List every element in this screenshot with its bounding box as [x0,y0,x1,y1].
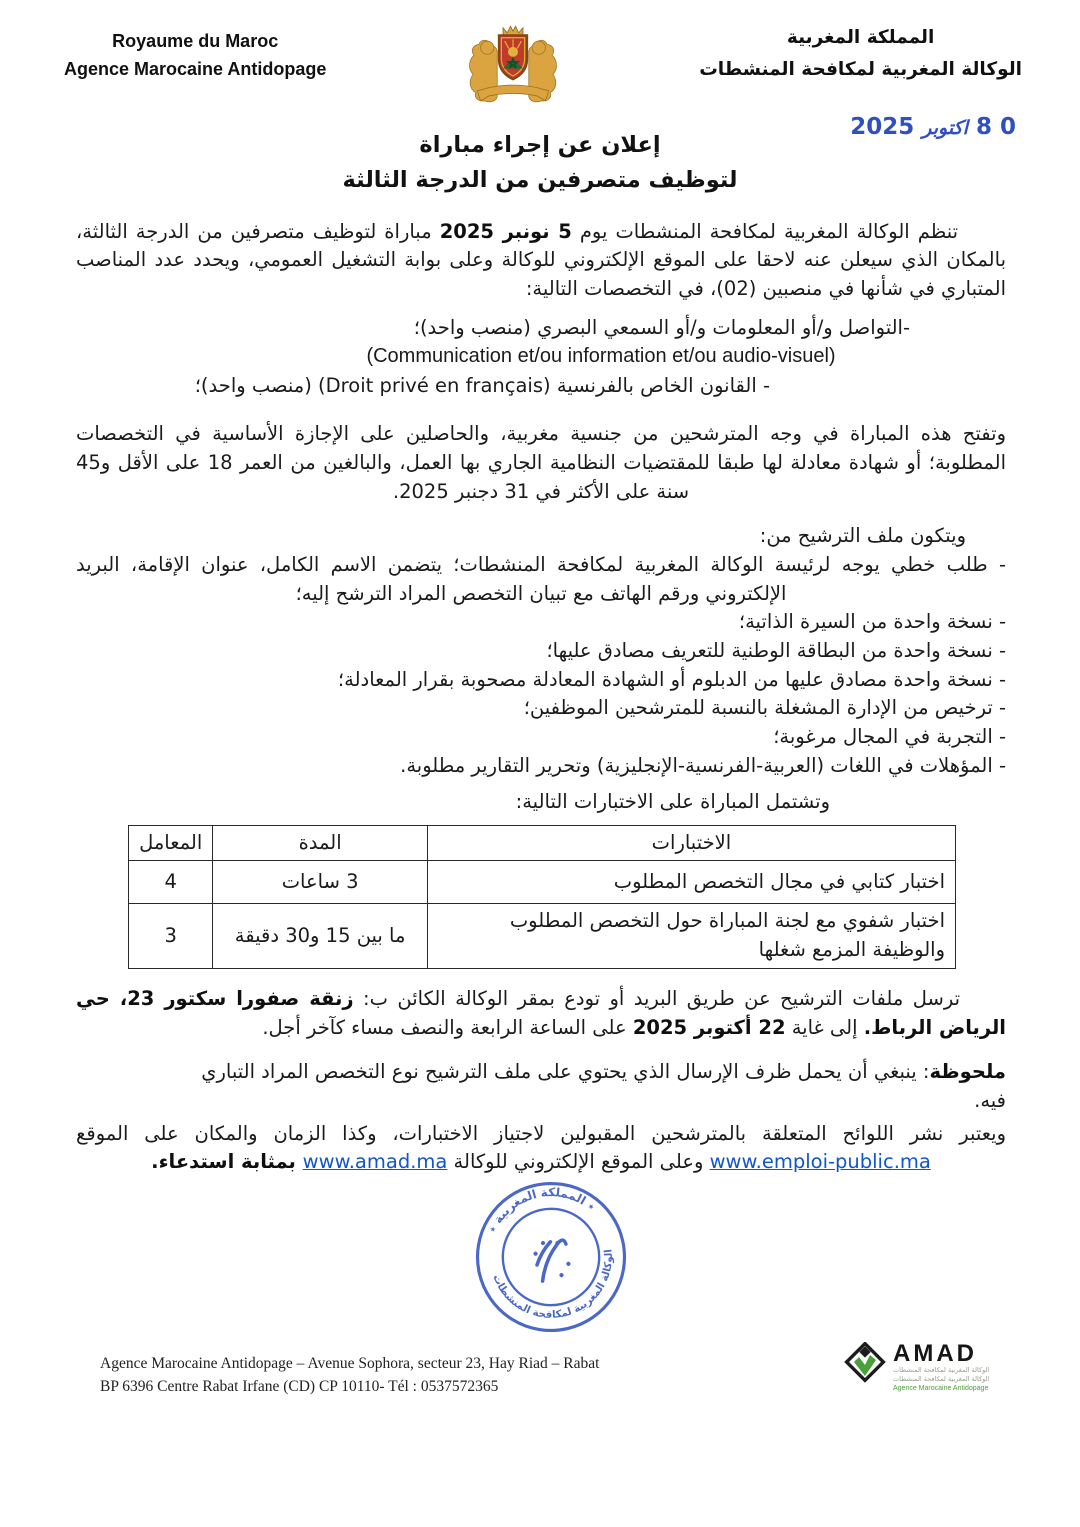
exams-intro: وتشتمل المباراة على الاختبارات التالية: [515,790,830,814]
file-item-1: - طلب خطي يوجه لرئيسة الوكالة المغربية لمكافحة المنشطات؛ يتضمن الاسم الكامل، عنوان الإقامة، البريد الإلكتروني ورقم الهاتف مع تبيان التخصص المراد الترشح إليه؛ [76,553,1006,605]
stamp-ring-top-text: ٭ المملكة المغربية ٭ [484,1185,599,1236]
submission-paragraph [76,985,1006,1042]
dash-bullet: - [902,315,910,339]
specialty-1-french: (Communication et/ou information et/ou audio-visuel) [366,345,836,368]
file-item-7: - المؤهلات في اللغات (العربية-الفرنسية-الإنجليزية) وتحرير التقارير مطلوبة. [400,753,1006,777]
amad-website-link[interactable]: www.amad.ma [302,1150,448,1174]
date-stamp [850,114,1016,140]
header-arabic-block [699,22,1022,87]
header-ar-line2: الوكالة المغربية لمكافحة المنشطات [699,59,1022,81]
specialty-item-1 [76,314,910,343]
note-tail: فيه. [974,1088,1006,1112]
file-item-2: - نسخة واحدة من السيرة الذاتية؛ [738,610,1006,634]
written-exam-duration: 3 ساعات [213,860,427,903]
title-line1: إعلان عن إجراء مباراة [419,132,661,158]
publication-paragraph [76,1120,1006,1177]
publication-bold-end: بمثابة استدعاء. [151,1150,303,1174]
exams-table [128,825,956,969]
title-line2: لتوظيف متصرفين من الدرجة الثالثة [342,166,738,193]
table-row [129,903,956,968]
note-paragraph [76,1058,1006,1087]
file-item-6: - التجربة في المجال مرغوبة؛ [773,724,1006,748]
intro-post: مباراة لتوظيف متصرفين من الدرجة الثالثة، بالمكان الذي سيعلن عنه لاحقا على الموقع الإلكتروني للوكالة وعلى بوابة التشغيل العمومي، ويحدد عدد المناصب المتباري في شأنها في منصبين (02)، في التخصصات التالية: [76,219,1006,301]
file-item-4: - نسخة واحدة مصادق عليها من الدبلوم أو الشهادة المعادلة مصحوبة بقرار المعادلة؛ [337,667,1006,691]
amad-tagline-arabic-1: الوكالة المغربية لمكافحة المنشطات [893,1366,990,1374]
stamp-ring-bottom-text: الوكالة المغربية لمكافحة المنشطات [490,1248,615,1321]
date-stamp-month: اكتوبر [922,117,968,139]
svg-text:الوكالة المغربية لمكافحة المنش [490,1247,627,1334]
note-text: : ينبغي أن يحمل ظرف الإرسال الذي يحتوي على ملف الترشيح نوع التخصص المراد التباري [201,1060,930,1084]
date-stamp-year: 2025 [850,114,915,140]
amad-wordmark: AMAD [893,1340,977,1367]
agency-round-stamp [448,1178,654,1336]
document-body [0,218,1080,1177]
table-row [129,860,956,903]
note-label: ملحوظة [929,1060,1006,1084]
oral-exam-coefficient: 3 [129,903,213,968]
written-exam-coefficient: 4 [129,860,213,903]
footer-po-box-line: BP 6396 Centre Rabat Irfane (CD) CP 10110- Tél : 0537572365 [100,1378,499,1396]
intro-pre: تنظم الوكالة المغربية لمكافحة المنشطات يوم [571,219,959,243]
publication-pre: ويعتبر نشر اللوائح المتعلقة بالمترشحين المقبولين لاجتياز الاختبارات، وكذا الزمان والمكان على الموقع [76,1121,1006,1145]
oral-exam-duration: ما بين 15 و30 دقيقة [213,903,427,968]
emploi-public-link[interactable]: www.emploi-public.ma [709,1150,931,1174]
exam-date: 5 نونبر 2025 [439,219,572,243]
eligibility-paragraph: وتفتح هذه المباراة في وجه المترشحين من جنسية مغربية، والحاصلين على الإجازة الأساسية في التخصصات المطلوبة؛ أو شهادة معادلة لها طبقا للمقتضيات النظامية الجاري بها العمل، والبالغين من العمر 18 على الأقل و45 سنة على الأكثر في 31 دجنبر 2025. [76,422,1006,503]
header-fr-line1: Royaume du Maroc [112,31,279,51]
stamp-center-calligraphy [527,1235,575,1281]
amad-logo [844,1342,1014,1393]
amad-wordmark-block [893,1342,989,1393]
oral-exam-cell: اختبار شفوي مع لجنة المباراة حول التخصص المطلوب والوظيفة المزمع شغلها [427,903,955,968]
col-header-duration: المدة [213,825,427,860]
submission-mid: إلى غاية [785,1015,864,1039]
agency-address: زنقة صفورا سكتور 23، حي الرياض الرباط. [76,986,1006,1039]
file-item-3: - نسخة واحدة من البطاقة الوطنية للتعريف مصادق عليها؛ [546,639,1006,663]
submission-deadline: 22 أكتوبر 2025 [632,1015,786,1039]
footer-contact [100,1352,599,1399]
document-header [0,0,1080,112]
intro-paragraph [76,218,1006,304]
amad-diamond-icon [844,1342,886,1386]
header-ar-line1: المملكة المغربية [786,27,935,48]
col-header-coefficient: المعامل [129,825,213,860]
exams-table-header-row [129,825,956,860]
submission-pre: ترسل ملفات الترشيح عن طريق البريد أو تودع بمقر الوكالة الكائن ب: [353,986,961,1010]
footer-address-line: Agence Marocaine Antidopage – Avenue Sophora, secteur 23, Hay Riad – Rabat [100,1355,600,1372]
specialty-item-2: - القانون الخاص بالفرنسية (Droit privé en français) (منصب واحد)؛ [194,373,770,397]
morocco-coat-of-arms-icon [459,20,567,112]
application-file-heading: ويتكون ملف الترشيح من: [759,524,966,548]
date-stamp-day: 0 8 [975,114,1016,140]
header-fr-line2: Agence Marocaine Antidopage [64,58,327,79]
amad-tagline-french: Agence Marocaine Antidopage [893,1384,989,1392]
written-exam-cell: اختبار كتابي في مجال التخصص المطلوب [427,860,955,903]
amad-tagline-arabic-2: الوكالة المغربية لمكافحة المنشطات [893,1374,990,1383]
publication-mid: وعلى الموقع الإلكتروني للوكالة [447,1150,710,1174]
submission-post: على الساعة الرابعة والنصف مساء كآخر أجل. [262,1015,633,1039]
file-item-5: - ترخيص من الإدارة المشغلة بالنسبة للمترشحين الموظفين؛ [523,696,1006,720]
specialty-1-arabic: التواصل و/أو المعلومات و/أو السمعي البصري (منصب واحد)؛ [413,315,903,339]
header-french-block [64,28,326,84]
col-header-exams: الاختبارات [427,825,955,860]
